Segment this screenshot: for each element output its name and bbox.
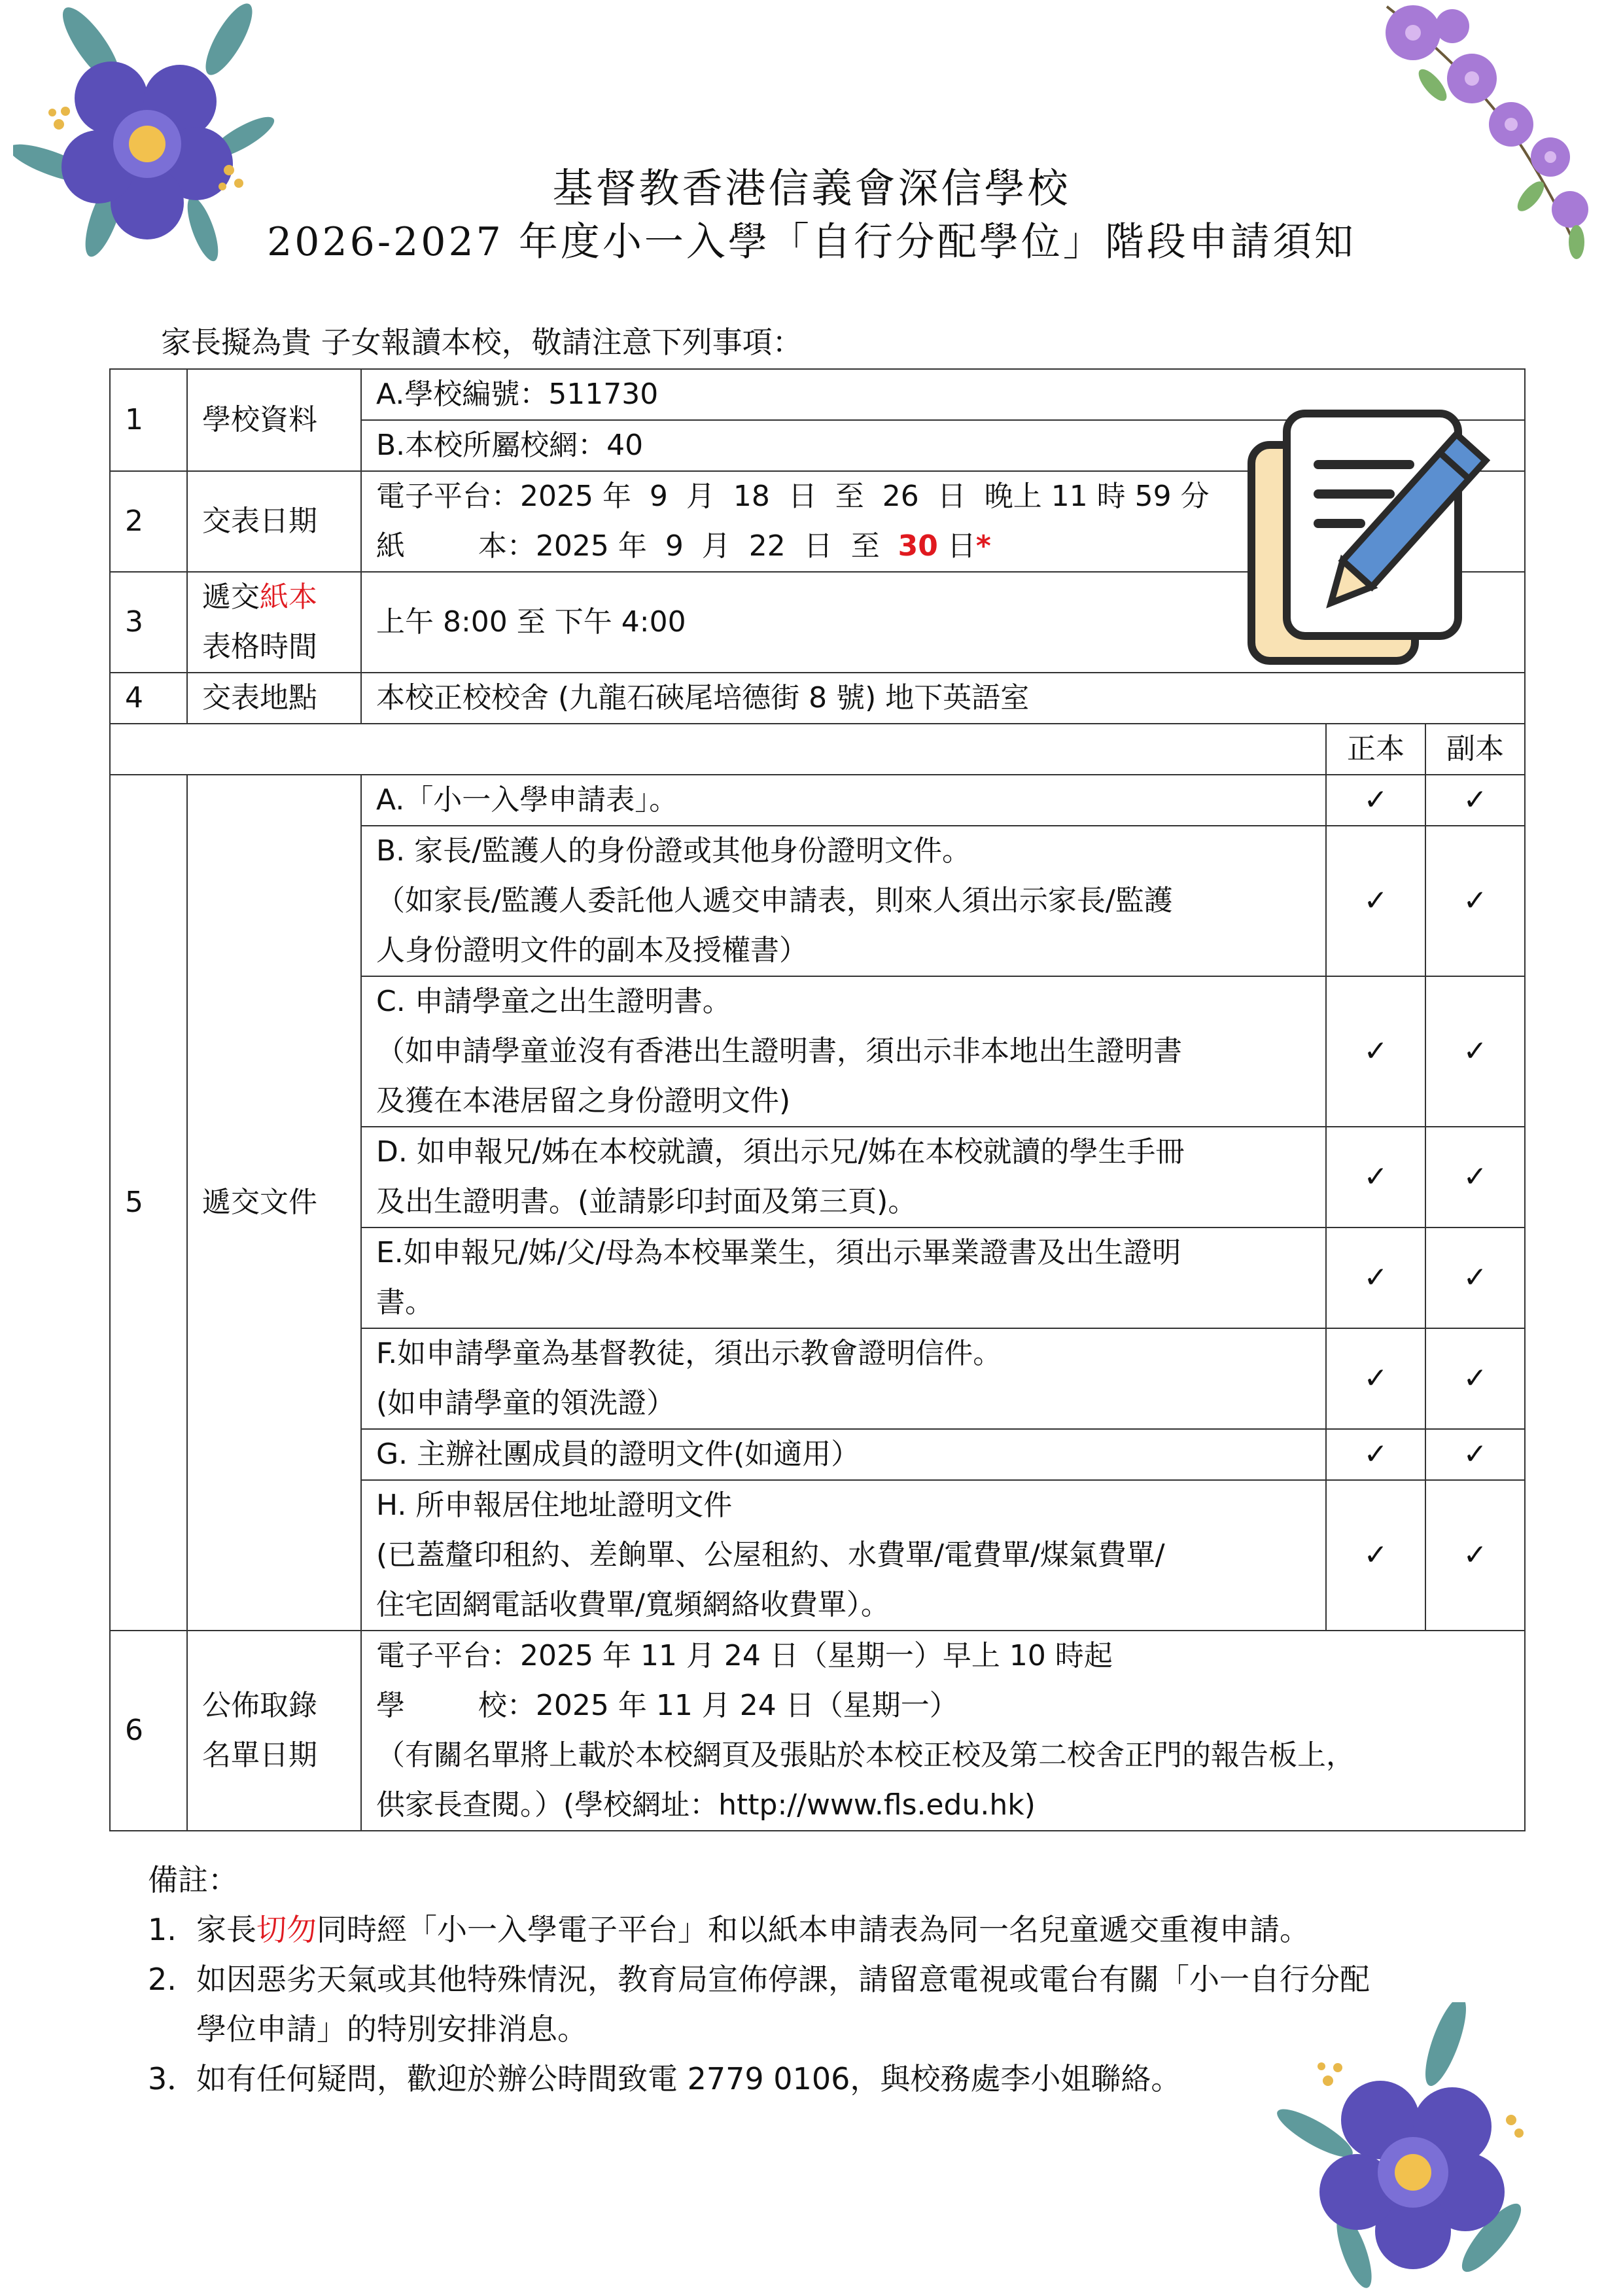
row-number: 1 <box>110 369 187 471</box>
flower-cluster-icon <box>1276 2002 1550 2290</box>
doc-item: B. 家長/監護人的身份證或其他身份證明文件。 （如家長/監護人委託他人遞交申請表，則來人須出示家長/監護 人身份證明文件的副本及授權書） <box>361 826 1326 976</box>
list-item: 2. 如因惡劣天氣或其他特殊情況，教育局宣佈停課，請留意電視或電台有關「小一自行分配 學位申請」的特別安排消息。 <box>148 1962 1370 2047</box>
check-copy-icon: ✓ <box>1425 1328 1525 1429</box>
check-copy-icon: ✓ <box>1425 826 1525 976</box>
table-row <box>110 1631 1525 1831</box>
row-number: 5 <box>110 775 187 1631</box>
list-item: 3． 如有任何疑問，歡迎於辦公時間致電 2779 0106，與校務處李小姐聯絡。 <box>148 2061 1181 2096</box>
check-original-icon: ✓ <box>1326 1127 1425 1227</box>
announcement-dates: 電子平台：2025 年 11 月 24 日（星期一）早上 10 時起 學 校：2025 年 11 月 24 日（星期一） （有關名單將上載於本校網頁及張貼於本校正校及第二校舍正門的報告板上， 供家長查閱。）(學校網址：http://www.fls.edu.hk) <box>361 1631 1525 1831</box>
list-item: 1. 家長切勿同時經「小一入學電子平台」和以紙本申請表為同一名兒童遞交重複申請。 <box>148 1912 1310 1947</box>
paper-date: 紙 本：2025 年 9 月 22 日 至 30 日* <box>376 529 991 563</box>
doc-item: D. 如申報兄/姊在本校就讀，須出示兄/姊在本校就讀的學生手冊 及出生證明書。(並請影印封面及第三頁)。 <box>361 1127 1326 1227</box>
check-original-icon: ✓ <box>1326 826 1425 976</box>
row-number: 4 <box>110 673 187 724</box>
row-category: 學校資料 <box>187 369 361 471</box>
school-net: B.本校所屬校網：40 <box>361 420 1525 471</box>
doc-item: F.如申請學童為基督教徒，須出示教會證明信件。 (如申請學童的領洗證） <box>361 1328 1326 1429</box>
row-category: 交表日期 <box>187 471 361 572</box>
column-header-copy: 副本 <box>1425 724 1525 775</box>
check-original-icon: ✓ <box>1326 775 1425 826</box>
online-date: 電子平台：2025 年 9 月 18 日 至 26 日 晚上 11 時 59 分 <box>376 480 1210 513</box>
submission-location: 本校正校校舍 (九龍石硤尾培德街 8 號) 地下英語室 <box>361 673 1525 724</box>
row-number: 6 <box>110 1631 187 1831</box>
check-original-icon: ✓ <box>1326 1480 1425 1631</box>
school-code: A.學校編號：511730 <box>361 369 1525 420</box>
document-pencil-icon <box>1246 406 1508 680</box>
row-category: 交表地點 <box>187 673 361 724</box>
doc-item: C. 申請學童之出生證明書。 （如申請學童並沒有香港出生證明書，須出示非本地出生證明書 及獲在本港居留之身份證明文件) <box>361 976 1326 1127</box>
check-original-icon: ✓ <box>1326 976 1425 1127</box>
table-row <box>110 775 1525 826</box>
check-copy-icon: ✓ <box>1425 775 1525 826</box>
check-copy-icon: ✓ <box>1425 1127 1525 1227</box>
table-row <box>110 724 1525 775</box>
row-number: 3 <box>110 572 187 673</box>
doc-item: E.如申報兄/姊/父/母為本校畢業生，須出示畢業證書及出生證明 書。 <box>361 1227 1326 1328</box>
check-original-icon: ✓ <box>1326 1328 1425 1429</box>
notes-section <box>148 1855 1370 2104</box>
row-category: 公佈取錄 名單日期 <box>187 1631 361 1831</box>
check-copy-icon: ✓ <box>1425 1429 1525 1480</box>
intro-text: 家長擬為貴 子女報讀本校，敬請注意下列事項： <box>161 325 803 360</box>
school-name: 基督教香港信義會深信學校 <box>552 164 1071 212</box>
doc-item: A.「小一入學申請表」。 <box>361 775 1326 826</box>
doc-item: H. 所申報居住地址證明文件 (已蓋釐印租約、差餉單、公屋租約、水費單/電費單/煤氣費單/ 住宅固網電話收費單/寬頻網絡收費單）。 <box>361 1480 1326 1631</box>
notice-title: 2026-2027 年度小一入學「自行分配學位」階段申請須知 <box>267 219 1356 265</box>
row-number: 2 <box>110 471 187 572</box>
submission-time: 上午 8:00 至 下午 4:00 <box>361 572 1525 673</box>
check-copy-icon: ✓ <box>1425 1227 1525 1328</box>
check-copy-icon: ✓ <box>1425 976 1525 1127</box>
check-copy-icon: ✓ <box>1425 1480 1525 1631</box>
doc-item: G. 主辦社團成員的證明文件(如適用） <box>361 1429 1326 1480</box>
check-original-icon: ✓ <box>1326 1227 1425 1328</box>
column-header-original: 正本 <box>1326 724 1425 775</box>
row-category: 遞交紙本 表格時間 <box>187 572 361 673</box>
check-original-icon: ✓ <box>1326 1429 1425 1480</box>
notes-heading: 備註： <box>148 1862 238 1898</box>
row-category: 遞交文件 <box>187 775 361 1631</box>
